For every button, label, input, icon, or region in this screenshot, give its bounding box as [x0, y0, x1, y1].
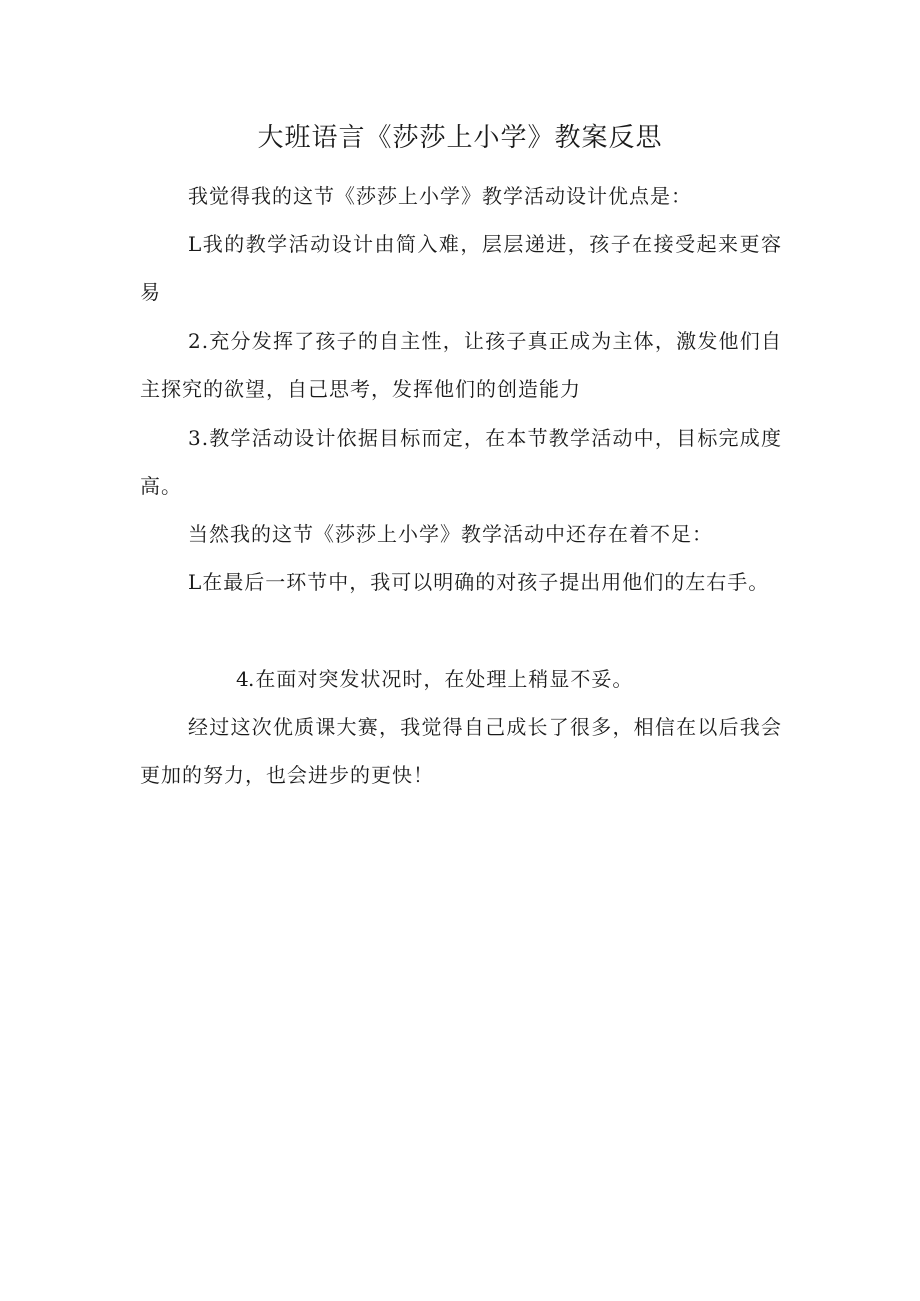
document-title: 大班语言《莎莎上小学》教案反思 — [257, 123, 663, 153]
paragraph-shortcoming-1: L在最后一环节中，我可以明确的对孩子提出用他们的左右手。 — [188, 570, 770, 594]
item-text: .在面对突发状况时，在处理上稍显不妥。 — [248, 667, 634, 691]
item-number: 4 — [236, 667, 250, 691]
paragraph-shortcoming-2 — [140, 655, 782, 703]
paragraph-conclusion: 经过这次优质课大赛，我觉得自己成长了很多，相信在以后我会更加的努力，也会进步的更快！ — [140, 715, 782, 787]
paragraph-point-3: 3.教学活动设计依据目标而定，在本节教学活动中，目标完成度高。 — [140, 426, 782, 498]
paragraph-point-1: L我的教学活动设计由简入难，层层递进，孩子在接受起来更容易 — [140, 232, 782, 304]
paragraph-intro: 我觉得我的这节《莎莎上小学》教学活动设计优点是： — [188, 184, 692, 208]
paragraph-point-2: 2.充分发挥了孩子的自主性，让孩子真正成为主体，激发他们自主探究的欲望，自己思考，发挥他们的创造能力 — [140, 329, 782, 401]
paragraph-shortcomings-intro: 当然我的这节《莎莎上小学》教学活动中还存在着不足： — [188, 522, 713, 546]
